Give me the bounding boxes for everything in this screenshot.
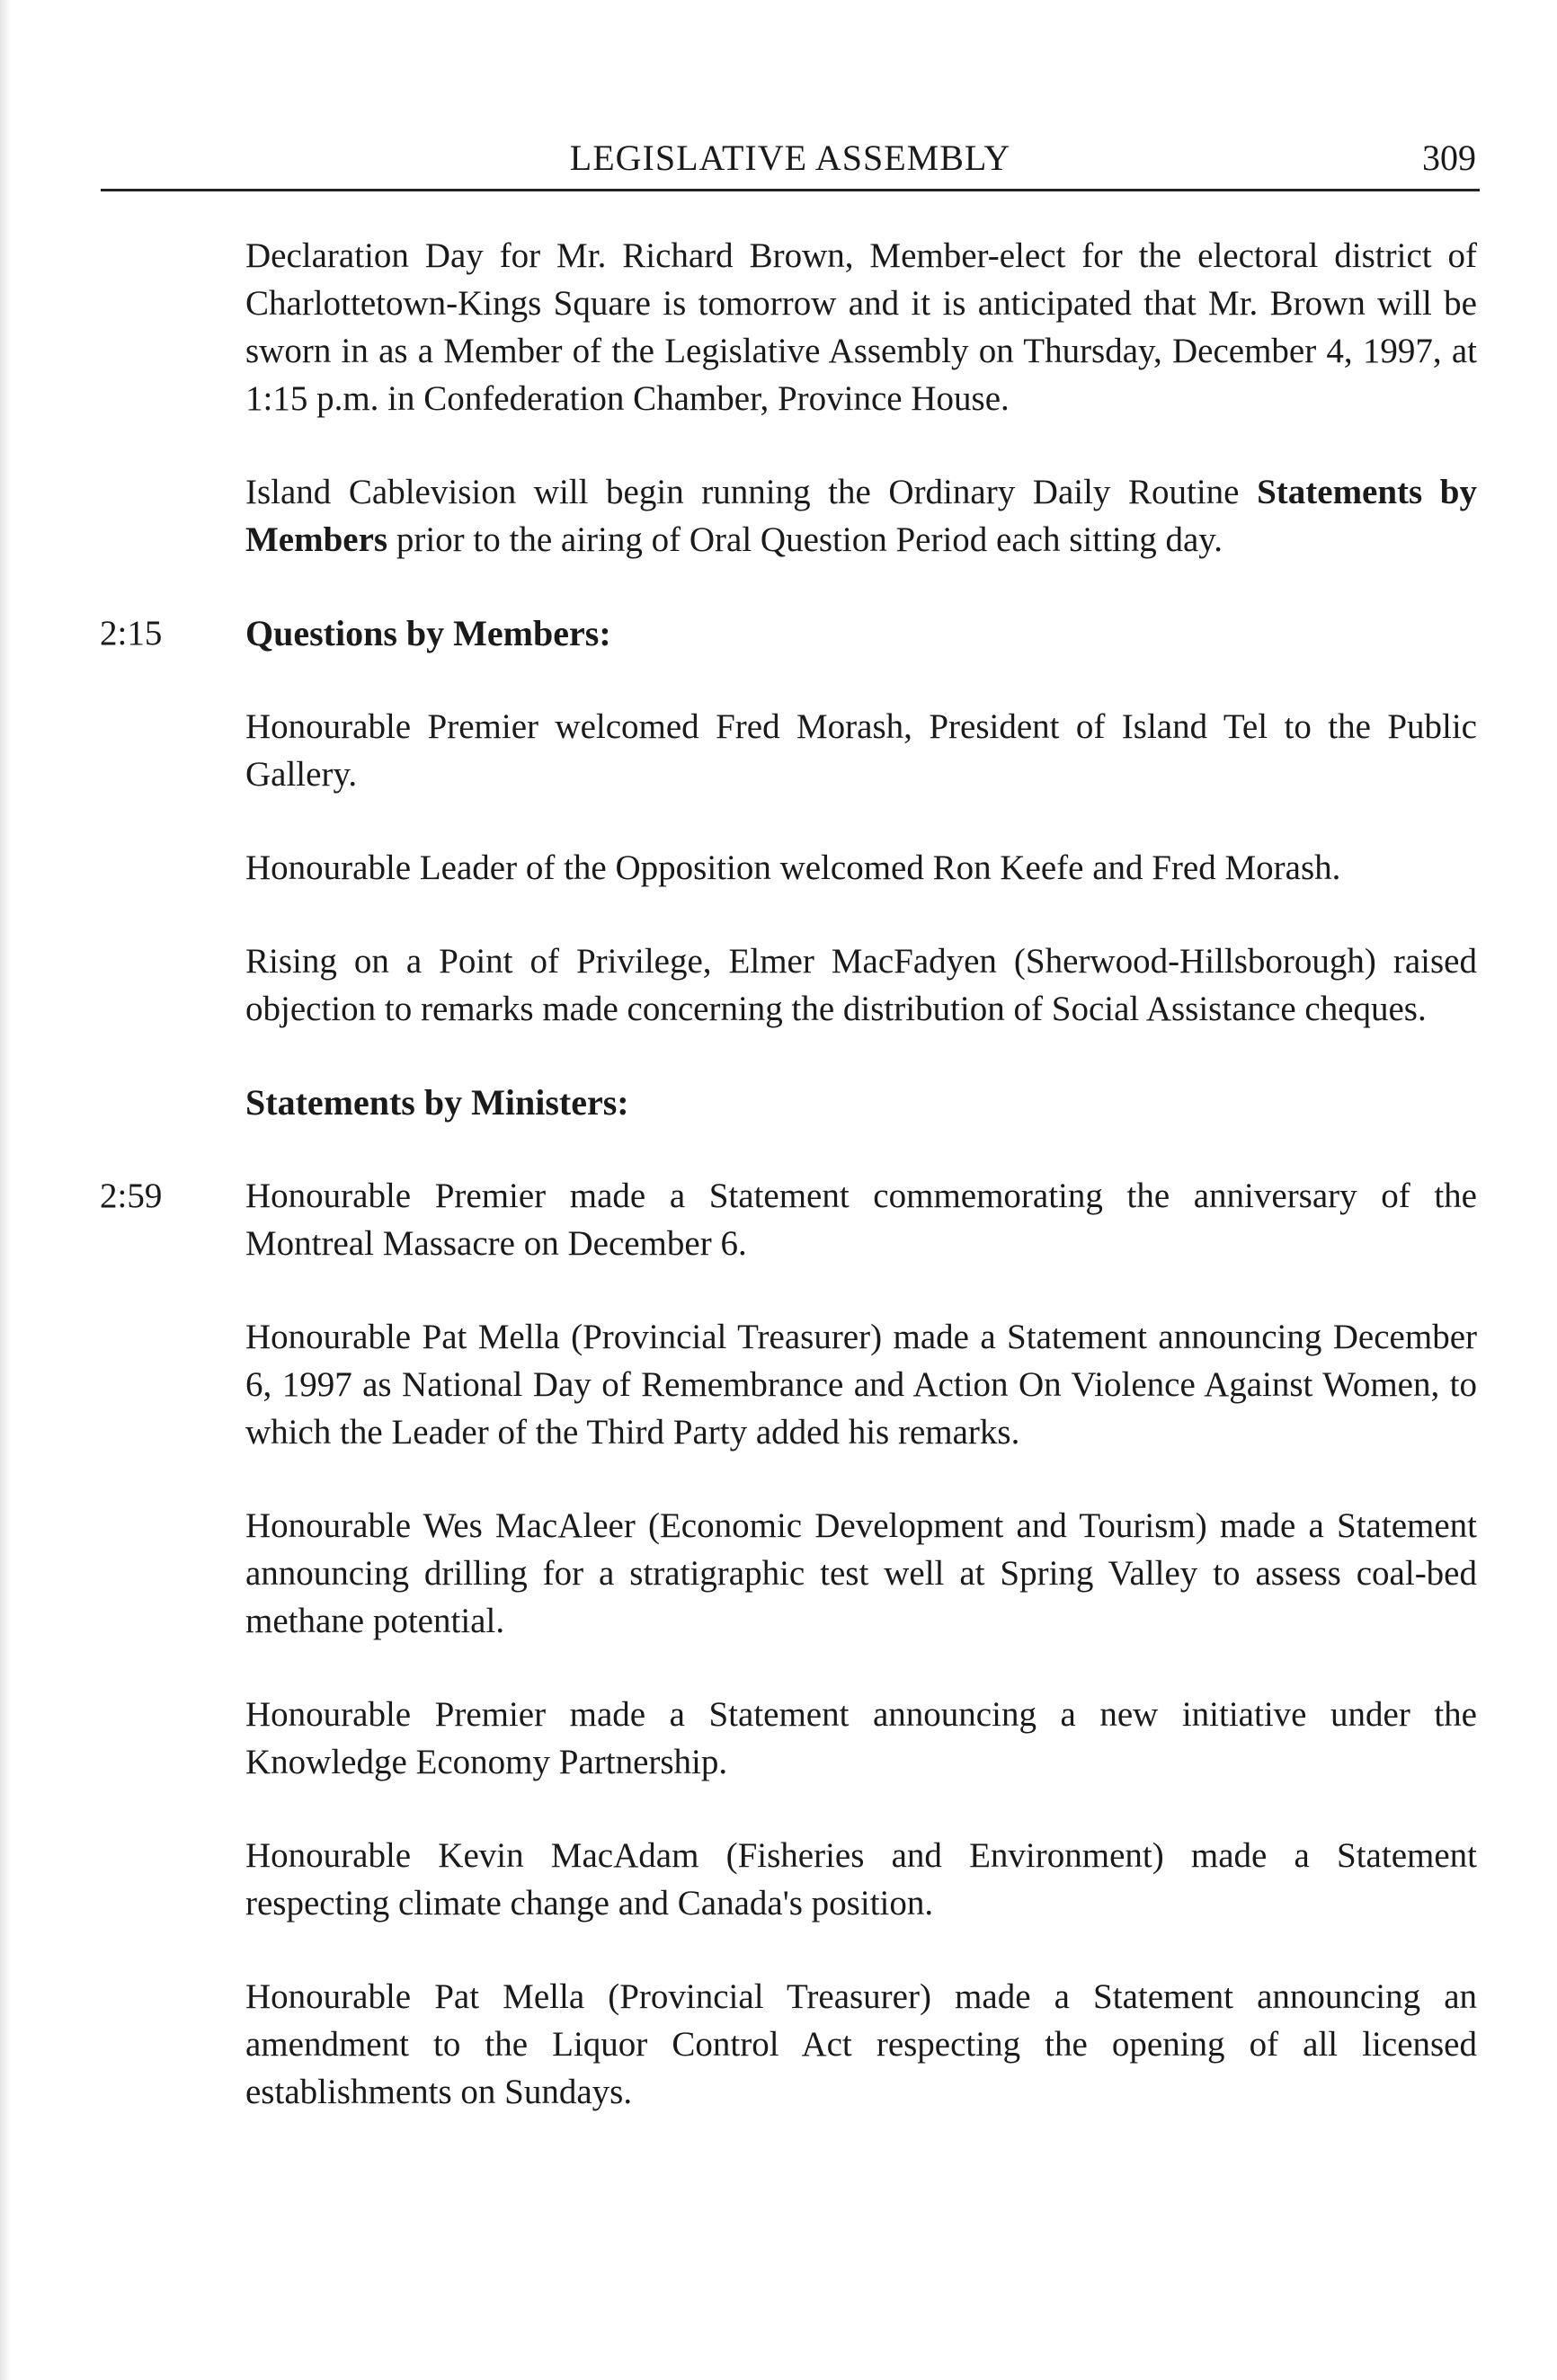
entry-text: Honourable Pat Mella (Provincial Treasurer) made a Statement announcing an amendment to the Liquor Control Act respecting the opening of all licensed establishments on Sundays. (245, 1977, 1477, 2111)
entry-text: Honourable Pat Mella (Provincial Treasurer) made a Statement announcing December 6, 1997 as National Day of Remembrance and Action On Violence Against Women, to which the Leader of the Third Party added his remarks. (245, 1318, 1477, 1452)
journal-entry (0, 703, 1557, 798)
journal-entry (0, 1832, 1557, 1927)
entry-text: Honourable Kevin MacAdam (Fisheries and Environment) made a Statement respecting climate change and Canada's position. (245, 1836, 1477, 1923)
journal-entry (0, 937, 1557, 1033)
page-header (101, 135, 1480, 191)
journal-entry (0, 1313, 1557, 1456)
section-heading: Questions by Members: (245, 613, 611, 653)
entry-text-bold: Statements by Members (245, 473, 1477, 559)
entry-text: Honourable Wes MacAleer (Economic Development and Tourism) made a Statement announcing drilling for a stratigraphic test well at Spring Valley to assess coal-bed methane potential. (245, 1506, 1477, 1640)
journal-entry (0, 1973, 1557, 2116)
journal-entry (0, 1502, 1557, 1645)
entry-text-part: Island Cablevision will begin running the Ordinary Daily Routine (245, 473, 1258, 511)
entry-text: Honourable Leader of the Opposition welcomed Ron Keefe and Fred Morash. (245, 848, 1341, 887)
entry-text: Honourable Premier made a Statement commemorating the anniversary of the Montreal Massacre on December 6. (245, 1177, 1477, 1263)
entry-time: 2:59 (100, 1177, 163, 1215)
entry-text (245, 468, 1477, 564)
journal-body (0, 232, 1557, 2162)
journal-entry (0, 232, 1557, 422)
journal-entry (0, 468, 1557, 564)
journal-entry (0, 844, 1557, 892)
entry-text-part: prior to the airing of Oral Question Period each sitting day. (387, 520, 1223, 559)
entry-time: 2:15 (100, 614, 163, 653)
page-number: 309 (1422, 138, 1476, 178)
entry-text: Honourable Premier made a Statement announcing a new initiative under the Knowledge Economy Partnership. (245, 1695, 1477, 1781)
section-heading: Statements by Ministers: (245, 1082, 629, 1123)
journal-entry (0, 1172, 1557, 1267)
entry-text: Declaration Day for Mr. Richard Brown, Member-elect for the electoral district of Charlottetown-Kings Square is tomorrow and it is anticipated that Mr. Brown will be sworn in as a Member of the Legislative Assembly on Thursday, December 4, 1997, at 1:15 p.m. in Confederation Chamber, Province House. (245, 236, 1477, 418)
page-title: LEGISLATIVE ASSEMBLY (569, 138, 1011, 178)
journal-entry (0, 1691, 1557, 1786)
entry-text: Rising on a Point of Privilege, Elmer MacFadyen (Sherwood-Hillsborough) raised objection to remarks made concerning the distribution of Social Assistance cheques. (245, 942, 1477, 1028)
journal-section (0, 609, 1557, 657)
entry-text: Honourable Premier welcomed Fred Morash, President of Island Tel to the Public Gallery. (245, 707, 1477, 794)
journal-section (0, 1079, 1557, 1126)
